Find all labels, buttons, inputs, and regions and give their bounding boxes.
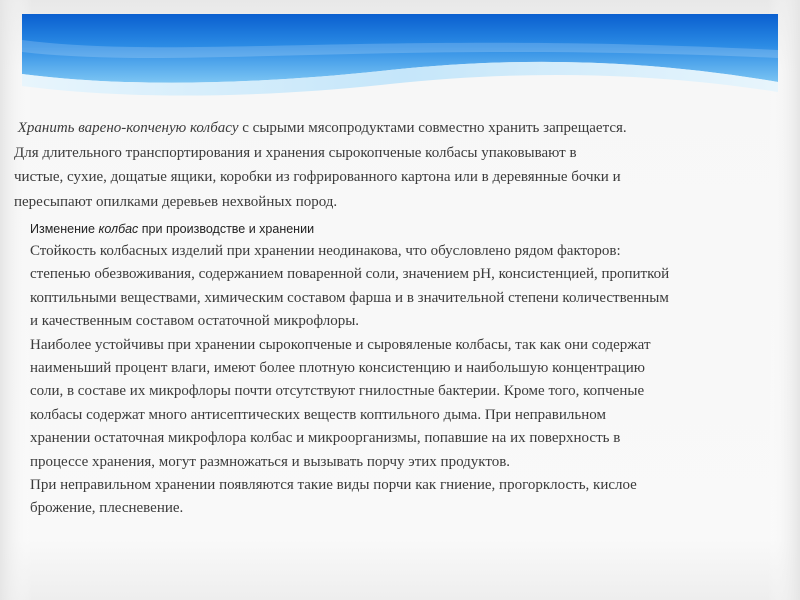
body-line: Стойкость колбасных изделий при хранении неодинакова, что обусловлено рядом факторов: (30, 243, 621, 259)
storage-line-4: пересыпают опилками деревьев нехвойных пород. (14, 193, 338, 210)
section-heading (30, 222, 314, 236)
heading-part-2: при производстве и хранении (138, 222, 315, 236)
body-line: процессе хранения, могут размножаться и вызывать порчу этих продуктов. (30, 453, 511, 470)
body-line: Наиболее устойчивы при хранении сырокопченые и сыровяленые колбасы, так как они содержат (30, 336, 651, 353)
heading-italic: колбас (98, 222, 139, 236)
body-line: хранении остаточная микрофлора колбас и микроорганизмы, попавшие на их поверхность в (30, 430, 621, 447)
body-line: При неправильном хранении появляются такие виды порчи как гниение, прогорклость, кислое (30, 477, 637, 494)
body-line: наименьший процент влаги, имеют более плотную консистенцию и наибольшую концентрацию (30, 360, 645, 377)
storage-line-1-rest: с сырыми мясопродуктами совместно хранить запрещается. (238, 120, 627, 136)
storage-paragraph (14, 116, 794, 214)
storage-line-1 (14, 116, 794, 141)
body-line: коптильными веществами, химическим составом фарша и в значительной степени количественным (30, 289, 669, 306)
body-line: соли, в составе их микрофлоры почти отсутствуют гнилостные бактерии. Кроме того, копченые (30, 383, 645, 400)
storage-lead-italic: Хранить варено-копченую колбасу (17, 120, 239, 136)
body-line: степенью обезвоживания, содержанием поваренной соли, значением pH, консистенцией, пропиткой (30, 266, 670, 283)
body-line: колбасы содержат много антисептических веществ коптильного дыма. При неправильном (30, 406, 606, 423)
section-body (30, 240, 798, 521)
heading-part-1: Изменение (30, 222, 99, 236)
storage-line-2: Для длительного транспортирования и хранения сырокопченые колбасы упаковывают в (14, 144, 577, 161)
body-line: и качественным составом остаточной микрофлоры. (30, 313, 360, 330)
storage-line-3: чистые, сухие, дощатые ящики, коробки из гофрированного картона или в деревянные бочки и (14, 169, 621, 185)
body-line: брожение, плесневение. (30, 500, 184, 517)
